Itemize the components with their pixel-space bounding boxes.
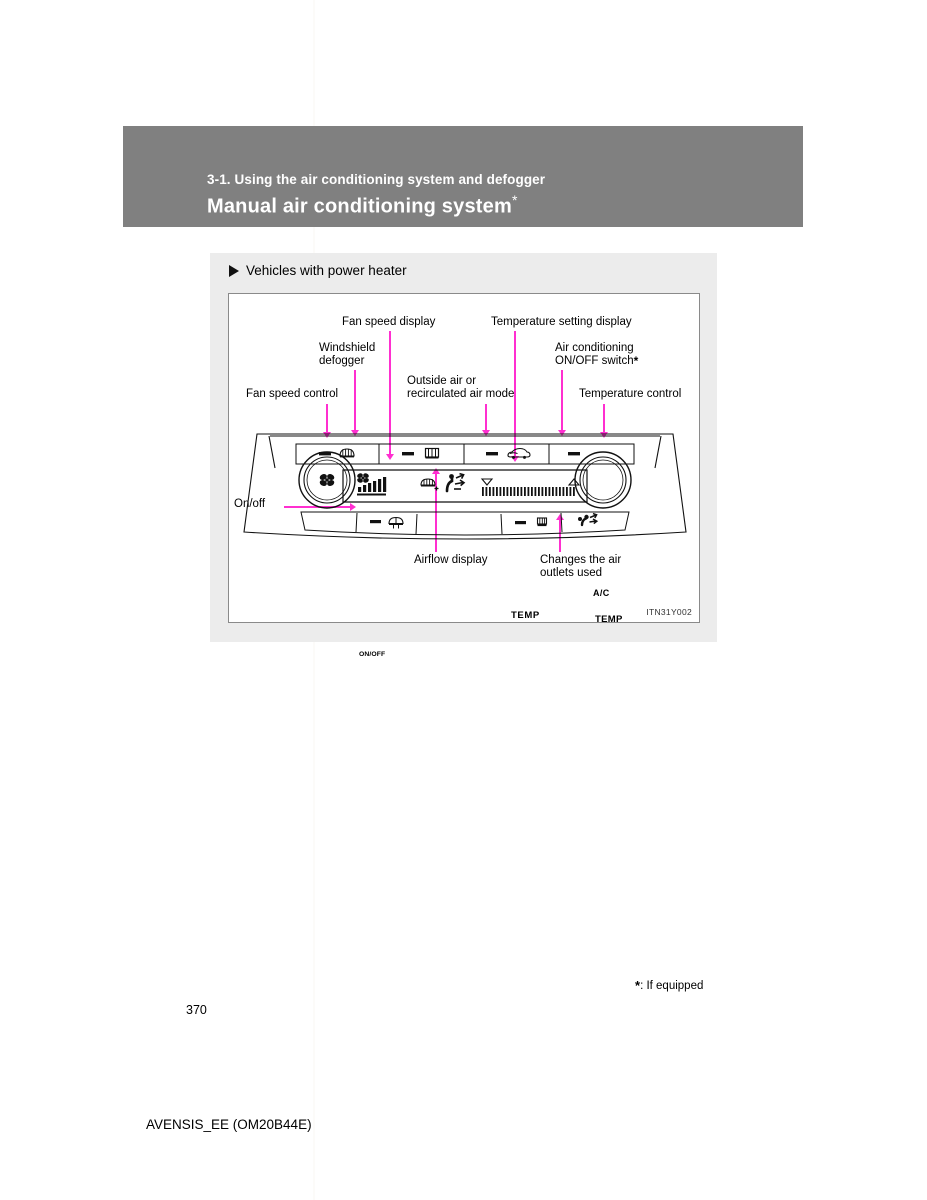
callout-temperature-control: Temperature control [579, 388, 682, 400]
callout-outside-air-line2: recirculated air mode [407, 388, 515, 400]
figure-code: ITN31Y002 [646, 607, 692, 617]
footnote-text: : If equipped [640, 980, 704, 992]
callout-temperature-setting-display: Temperature setting display [491, 316, 632, 328]
callout-windshield-defogger-line2: defogger [319, 355, 365, 367]
triangle-bullet-icon [229, 265, 239, 277]
page-number: 370 [186, 1003, 207, 1017]
figure-panel [210, 253, 717, 658]
callout-windshield-defogger-line1: Windshield [319, 342, 376, 354]
figure-image-frame [228, 293, 700, 658]
callout-airflow-display: Airflow display [414, 554, 488, 566]
section-subtitle: 3-1. Using the air conditioning system and defogger [207, 172, 546, 187]
leader-line-ac-onoff-switch [561, 370, 563, 432]
temp-knob-label: TEMP [595, 614, 623, 625]
page-title-text: Manual air conditioning system [207, 195, 512, 218]
callout-fan-speed-display: Fan speed display [342, 316, 436, 328]
callout-outside-air-line1: Outside air or [407, 375, 477, 387]
callout-air-conditioning-line1: Air conditioning [555, 342, 634, 354]
figure-caption [229, 263, 407, 278]
temp-display-label: TEMP [511, 610, 540, 621]
callout-on-off: On/off [234, 498, 266, 510]
leader-line-outside-air-mode [485, 404, 487, 432]
footnote-asterisk: * [635, 978, 641, 993]
callout-changes-outlets-line1: Changes the air [540, 554, 622, 566]
callout-air-conditioning-line2 [555, 355, 638, 369]
footnote [635, 978, 703, 993]
footer-model-code: AVENSIS_EE (OM20B44E) [146, 1117, 312, 1132]
leader-line-temperature-control [603, 404, 605, 434]
ac-button-label: A/C [593, 588, 610, 598]
callout-air-conditioning-line2-text: ON/OFF switch [555, 355, 634, 367]
page-header-banner [123, 126, 803, 227]
callout-air-conditioning-asterisk: * [633, 354, 639, 368]
leader-line-fan-speed-control [326, 404, 328, 434]
leader-line-windshield-defogger [354, 370, 356, 432]
callout-fan-speed-control: Fan speed control [246, 388, 339, 400]
page-title [207, 192, 518, 219]
onoff-button-label: ON/OFF [359, 651, 386, 658]
page-title-asterisk: * [511, 192, 518, 208]
figure-caption-text: Vehicles with power heater [246, 263, 407, 278]
callout-changes-outlets-line2: outlets used [540, 567, 603, 579]
